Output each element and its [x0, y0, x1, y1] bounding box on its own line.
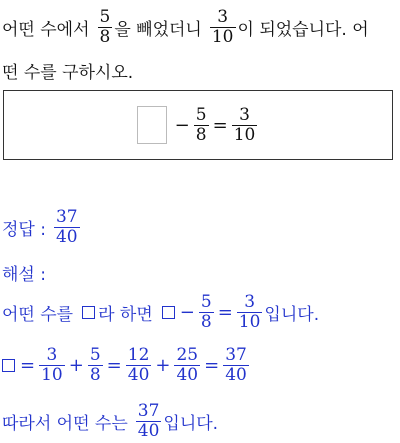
fraction: $\frac{5}{8}$: [99, 7, 111, 47]
fraction: $\frac{3}{10}$: [233, 104, 256, 145]
explanation-calc-line: = $\frac{3}{10}$ + $\frac{5}{8}$ = $\frac{12}{40}$ + $\frac{25}{40}$ = $\frac{37}{40}$: [2, 346, 251, 385]
fraction: $\frac{3}{10}$: [41, 345, 63, 385]
explanation-line-1: 어떤 수를 라 하면 − $\frac{5}{8}$ = $\frac{3}{10}$ 입니다.: [2, 292, 320, 332]
answer-fraction: $\frac{37}{40}$: [55, 207, 78, 247]
fraction: $\frac{5}{8}$: [195, 104, 207, 145]
explanation-final-line: 따라서 어떤 수는 $\frac{37}{40}$ 입니다.: [2, 401, 219, 441]
fraction: $\frac{3}{10}$: [238, 292, 261, 332]
fraction: $\frac{25}{40}$: [176, 345, 199, 385]
fraction: $\frac{5}{8}$: [200, 292, 212, 332]
fraction: $\frac{37}{40}$: [225, 345, 247, 385]
answer-line: [2, 208, 82, 247]
fraction: $\frac{37}{40}$: [137, 401, 160, 441]
blank-square-icon: [162, 306, 175, 319]
fraction: $\frac{3}{10}$: [211, 7, 234, 47]
blank-square-icon: [82, 306, 95, 319]
equals-sign: =: [212, 114, 228, 136]
problem-line-2: [2, 58, 133, 83]
fraction: $\frac{12}{40}$: [127, 345, 150, 385]
fraction: $\frac{5}{8}$: [89, 345, 101, 385]
problem-text: 어떤 수에서: [2, 20, 90, 40]
explanation-label-line: [2, 260, 46, 285]
problem-text: 이 되었습니다. 어: [237, 20, 369, 40]
answer-label: 정답 :: [2, 220, 46, 240]
blank-square-icon: [2, 359, 15, 372]
explanation-label: 해설 :: [2, 265, 46, 285]
problem-text: 떤 수를 구하시오.: [2, 63, 134, 83]
problem-text: 을 빼었더니: [114, 20, 202, 40]
problem-line-1: [2, 8, 369, 47]
blank-answer-box: [137, 106, 167, 144]
equation-box: [3, 90, 393, 160]
minus-sign: −: [174, 114, 190, 136]
